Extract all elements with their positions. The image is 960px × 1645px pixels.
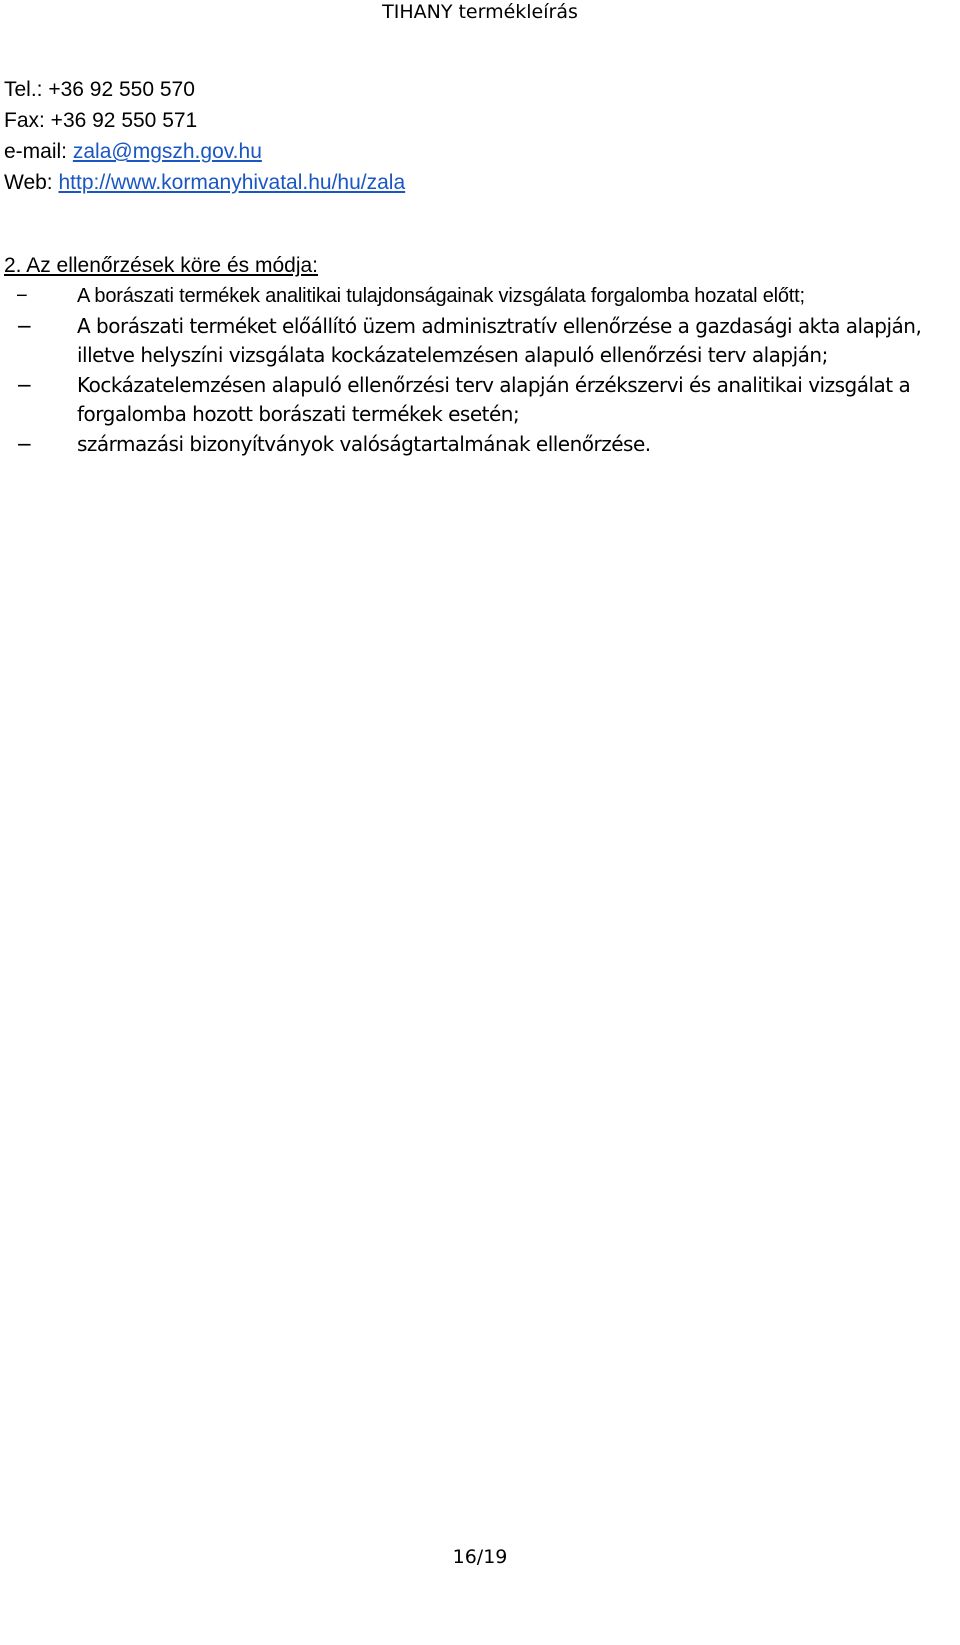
- dash-bullet: −: [16, 285, 28, 307]
- list-item: [4, 282, 954, 312]
- dash-bullet: −: [16, 431, 33, 456]
- email-label: e-mail:: [4, 140, 73, 163]
- inspection-list: [4, 282, 954, 459]
- dash-bullet: −: [16, 372, 33, 397]
- dash-bullet: −: [16, 313, 33, 338]
- fax-line: Fax: +36 92 550 571: [4, 109, 198, 132]
- list-item: [4, 371, 954, 430]
- email-link[interactable]: zala@mgszh.gov.hu: [72, 140, 262, 163]
- page-footer: [0, 1545, 960, 1569]
- page-header: [0, 0, 960, 24]
- contact-block: [4, 74, 405, 198]
- section-heading: 2. Az ellenőrzések köre és módja:: [4, 254, 318, 277]
- document-title: TIHANY termékleírás: [382, 1, 578, 23]
- web-label: Web:: [4, 171, 59, 194]
- list-item-text: Kockázatelemzésen alapuló ellenőrzési terv alapján érzékszervi és analitikai vizsgálat a forgalomba hozott borászati termékek esetén;: [77, 372, 911, 426]
- list-item-text: származási bizonyítványok valóságtartalmának ellenőrzése.: [77, 431, 651, 456]
- list-item-text: A borászati termékek analitikai tulajdonságainak vizsgálata forgalomba hozatal előtt;: [77, 285, 805, 307]
- list-item-text: A borászati terméket előállító üzem adminisztratív ellenőrzése a gazdasági akta alapján, illetve helyszíni vizsgálata kockázatelemzésen alapuló ellenőrzési terv alapján;: [77, 313, 922, 367]
- list-item: [4, 430, 954, 460]
- web-link[interactable]: http://www.kormanyhivatal.hu/hu/zala: [58, 171, 406, 194]
- inspection-section: [4, 251, 954, 459]
- email-line: [4, 136, 405, 167]
- web-line: [4, 167, 405, 198]
- list-item: [4, 312, 954, 371]
- page-number: 16/19: [452, 1546, 508, 1568]
- phone-line: Tel.: +36 92 550 570: [4, 78, 195, 101]
